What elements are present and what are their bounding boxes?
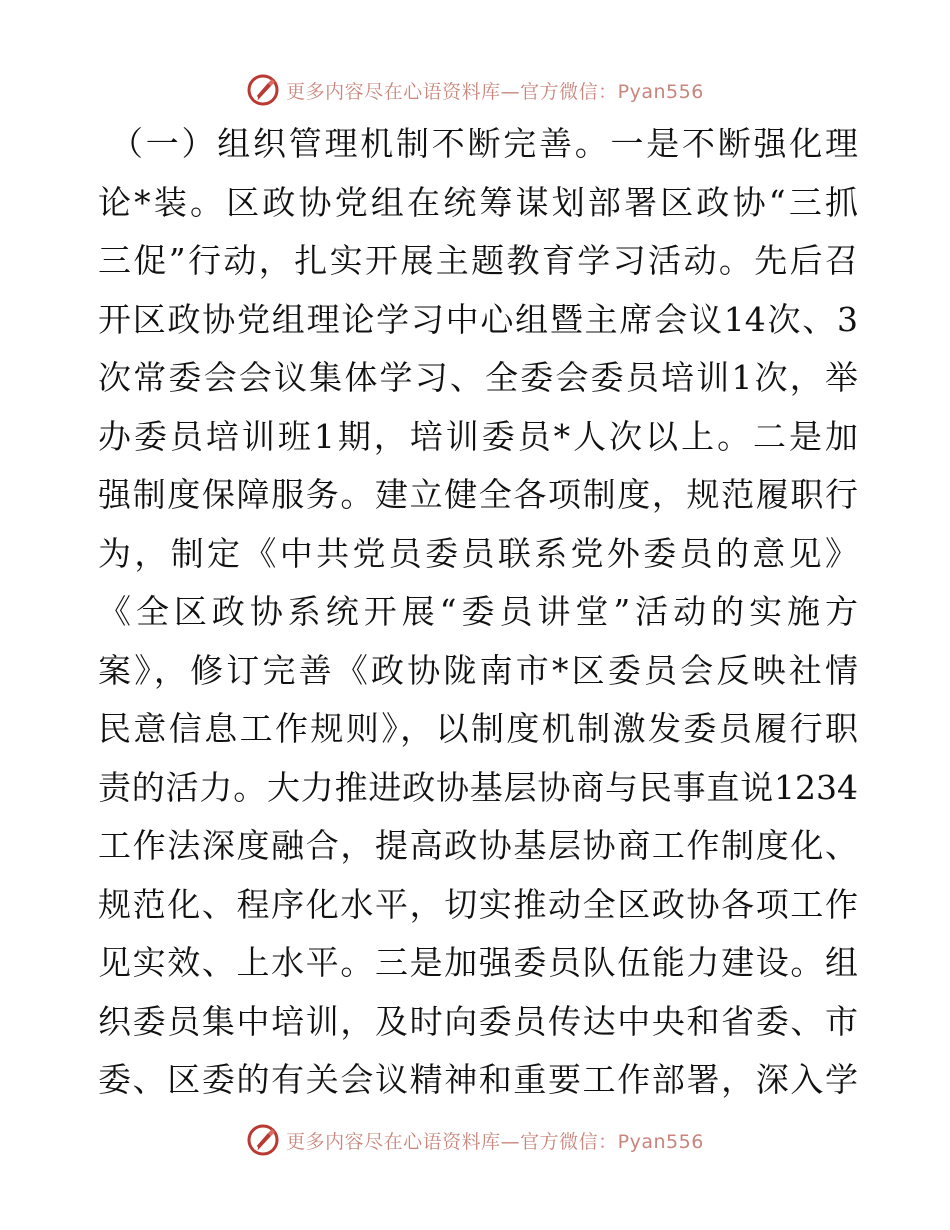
text-line: 案》，修订完善《政协陇南市*区委员会反映社情 xyxy=(98,650,858,690)
watermark-text: 更多内容尽在心语资料库—官方微信：Pyan556 xyxy=(286,80,704,103)
text-line: 规范化、程序化水平，切实推动全区政协各项工作 xyxy=(98,884,858,924)
pen-logo-icon xyxy=(246,73,280,107)
document-body xyxy=(98,115,858,1110)
text-line: 责的活力。大力推进政协基层协商与民事直说1234 xyxy=(98,767,858,807)
footer-watermark xyxy=(0,1120,950,1160)
text-line: 为，制定《中共党员委员联系党外委员的意见》 xyxy=(98,533,858,573)
text-line: （一）组织管理机制不断完善。一是不断强化理 xyxy=(110,124,858,163)
watermark-text: 更多内容尽在心语资料库—官方微信：Pyan556 xyxy=(286,1130,704,1153)
text-line: 见实效、上水平。三是加强委员队伍能力建设。组 xyxy=(98,943,858,982)
text-line: 工作法深度融合，提高政协基层协商工作制度化、 xyxy=(98,826,858,865)
text-line: 强制度保障服务。建立健全各项制度，规范履职行 xyxy=(98,475,858,514)
text-line: 委、区委的有关会议精神和重要工作部署，深入学 xyxy=(98,1060,858,1099)
text-line: 三促”行动，扎实开展主题教育学习活动。先后召 xyxy=(98,241,858,280)
header-watermark xyxy=(0,70,950,110)
text-line: 论*装。区政协党组在统筹谋划部署区政协“三抓 xyxy=(98,182,858,222)
text-line: 办委员培训班1期，培训委员*人次以上。二是加 xyxy=(98,416,858,456)
pen-logo-icon xyxy=(246,1123,280,1157)
text-line: 开区政协党组理论学习中心组暨主席会议14次、3 xyxy=(98,299,858,339)
text-line: 民意信息工作规则》，以制度机制激发委员履行职 xyxy=(98,709,858,748)
text-line: 织委员集中培训，及时向委员传达中央和省委、市 xyxy=(98,1001,858,1041)
text-line: 《全区政协系统开展“委员讲堂”活动的实施方 xyxy=(98,592,858,631)
text-line: 次常委会会议集体学习、全委会委员培训1次，举 xyxy=(98,358,858,397)
